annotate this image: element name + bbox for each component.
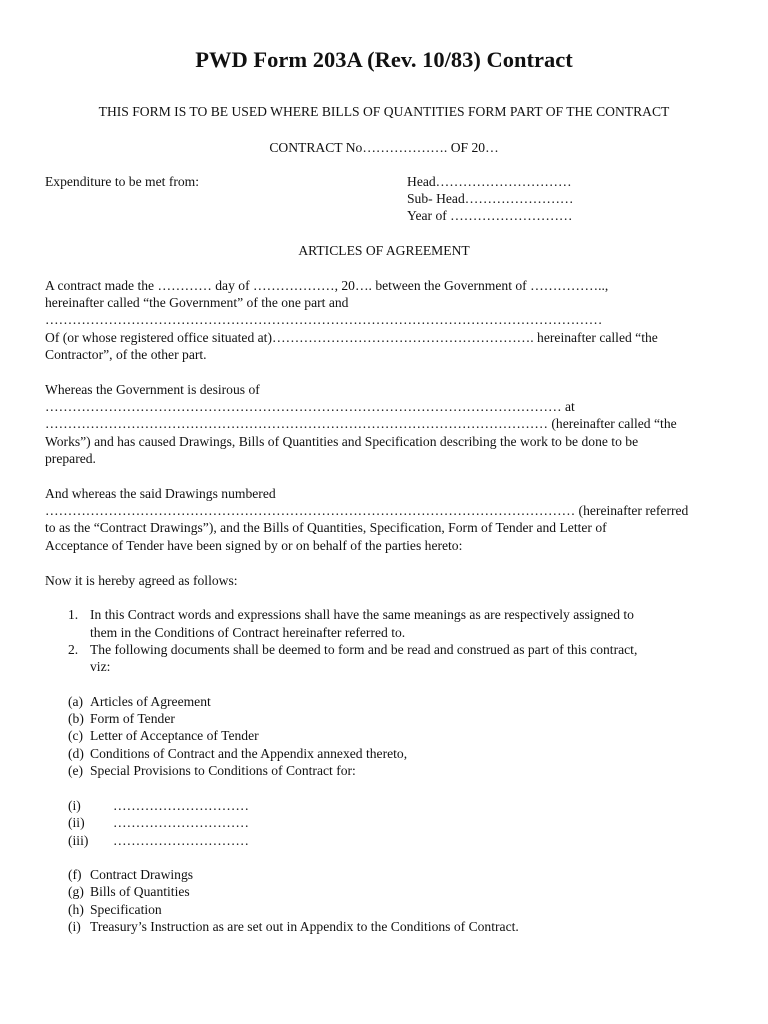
doc-item: Contract Drawings <box>90 867 194 882</box>
expenditure-sub-head: Sub- Head…………………… <box>407 191 574 206</box>
expenditure-label: Expenditure to be met from: <box>45 174 200 189</box>
doc-item: Treasury’s Instruction as are set out in Appendix to the Conditions of Contract. <box>90 919 519 934</box>
page-title: PWD Form 203A (Rev. 10/83) Contract <box>195 47 573 72</box>
doc-letter: (h) <box>68 902 84 917</box>
doc-item: Articles of Agreement <box>90 694 211 709</box>
roman-number: (ii) <box>68 815 85 830</box>
doc-item: Form of Tender <box>90 711 175 726</box>
blank-line: ………………………… <box>113 798 249 813</box>
clause-line: The following documents shall be deemed to form and be read and construed as part of this contract, <box>90 642 638 657</box>
paragraph-line: to as the “Contract Drawings”), and the Bills of Quantities, Specification, Form of Tender and Letter of <box>45 520 607 535</box>
doc-letter: (g) <box>68 884 84 899</box>
paragraph-line: A contract made the ………… day of ………………, 20…. between the Government of …………….., <box>45 278 609 293</box>
paragraph-line: hereinafter called “the Government” of the one part and <box>45 295 349 310</box>
clause-line: In this Contract words and expressions shall have the same meanings as are respectively assigned to <box>90 607 634 622</box>
paragraph-line: …………………………………………………………………………………………………………… <box>45 312 603 327</box>
paragraph-line: Of (or whose registered office situated at)…………………………………………………. hereinafter called “the <box>45 330 658 345</box>
doc-item: Specification <box>90 902 162 917</box>
blank-line: ………………………… <box>113 833 249 848</box>
paragraph-line: prepared. <box>45 451 96 466</box>
paragraph-line: Works”) and has caused Drawings, Bills of Quantities and Specification describing the work to be done to be <box>45 434 639 449</box>
roman-number: (iii) <box>68 833 89 848</box>
doc-letter: (b) <box>68 711 84 726</box>
doc-letter: (i) <box>68 919 81 934</box>
clause-line: them in the Conditions of Contract hereinafter referred to. <box>90 625 406 640</box>
paragraph-line: Whereas the Government is desirous of <box>45 382 260 397</box>
expenditure-year: Year of ……………………… <box>407 208 573 223</box>
blank-line: ………………………… <box>113 815 249 830</box>
doc-letter: (a) <box>68 694 84 709</box>
expenditure-head: Head………………………… <box>407 174 572 189</box>
clause-number: 2. <box>68 642 79 657</box>
paragraph-line: ……………………………………………………………………………………………………… (hereinafter referred <box>45 503 689 518</box>
roman-number: (i) <box>68 798 81 813</box>
doc-item: Special Provisions to Conditions of Contract for: <box>90 763 356 778</box>
agreement-intro: Now it is hereby agreed as follows: <box>45 573 238 588</box>
clause-line: viz: <box>90 659 111 674</box>
doc-letter: (c) <box>68 728 84 743</box>
doc-item: Conditions of Contract and the Appendix annexed thereto, <box>90 746 408 761</box>
section-heading: ARTICLES OF AGREEMENT <box>298 243 470 258</box>
paragraph-line: Contractor”, of the other part. <box>45 347 207 362</box>
clause-number: 1. <box>68 607 79 622</box>
contract-number: CONTRACT No………………. OF 20… <box>269 140 499 155</box>
paragraph-line: ………………………………………………………………………………………………… (hereinafter called “the <box>45 416 677 431</box>
doc-item: Bills of Quantities <box>90 884 190 899</box>
paragraph-line: …………………………………………………………………………………………………… at <box>45 399 575 414</box>
form-subtitle: THIS FORM IS TO BE USED WHERE BILLS OF QUANTITIES FORM PART OF THE CONTRACT <box>98 104 670 119</box>
doc-letter: (f) <box>68 867 82 882</box>
doc-letter: (e) <box>68 763 84 778</box>
paragraph-line: And whereas the said Drawings numbered <box>45 486 276 501</box>
paragraph-line: Acceptance of Tender have been signed by or on behalf of the parties hereto: <box>45 538 463 553</box>
doc-item: Letter of Acceptance of Tender <box>90 728 259 743</box>
doc-letter: (d) <box>68 746 84 761</box>
